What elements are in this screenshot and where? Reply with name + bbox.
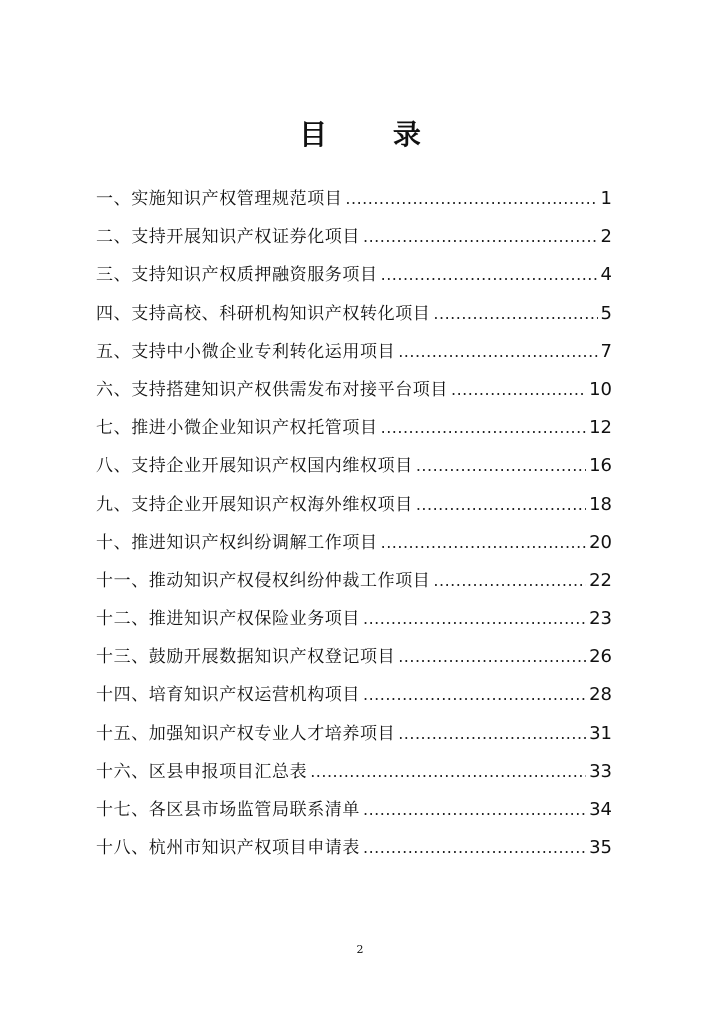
toc-entry-page: 22 [589, 569, 612, 591]
toc-entry-label: 四、支持高校、科研机构知识产权转化项目 [96, 303, 431, 324]
toc-entry-label: 十五、加强知识产权专业人才培养项目 [96, 723, 396, 744]
toc-dot-leader [363, 800, 586, 819]
toc-entry-page: 12 [589, 417, 612, 439]
toc-dot-leader [416, 456, 586, 475]
toc-entry-page: 26 [589, 646, 612, 668]
toc-dot-leader [416, 495, 586, 514]
toc-entry-page: 34 [589, 799, 612, 820]
toc-entry [96, 833, 612, 871]
toc-entry [96, 680, 612, 718]
toc-entry [96, 719, 612, 757]
toc-entry-page: 7 [600, 340, 612, 362]
toc-entry-page: 10 [589, 378, 612, 400]
toc-entry [96, 490, 612, 528]
toc-dot-leader [398, 647, 586, 666]
toc-entry [96, 528, 612, 566]
toc-dot-leader [363, 838, 586, 857]
toc-title: 目 录 [299, 118, 449, 151]
toc-entry-page: 2 [600, 226, 612, 248]
toc-entry [96, 413, 612, 451]
toc-entry-label: 一、实施知识产权管理规范项目 [96, 189, 343, 209]
toc-entry-label: 十八、杭州市知识产权项目申请表 [96, 838, 360, 859]
toc-entry-label: 十六、区县申报项目汇总表 [96, 761, 308, 782]
toc-dot-leader [381, 265, 598, 284]
toc-entry-label: 十、推进知识产权纠纷调解工作项目 [96, 532, 378, 553]
toc-entry-label: 九、支持企业开展知识产权海外维权项目 [96, 494, 413, 515]
toc-entry-page: 1 [600, 188, 612, 209]
toc-entry-label: 二、支持开展知识产权证券化项目 [96, 227, 360, 248]
toc-entry-page: 4 [600, 264, 612, 286]
toc-dot-leader [310, 762, 586, 781]
toc-entry-page: 28 [589, 684, 612, 706]
toc-entry [96, 299, 612, 337]
toc-dot-leader [451, 380, 586, 399]
toc-entry [96, 222, 612, 260]
toc-entry-page: 16 [589, 455, 612, 477]
toc-entry [96, 260, 612, 298]
toc-dot-leader [398, 342, 597, 361]
toc-entry-page: 18 [589, 493, 612, 515]
toc-dot-leader [345, 189, 597, 208]
toc-entry-label: 十三、鼓励开展数据知识产权登记项目 [96, 647, 396, 668]
toc-entry [96, 757, 612, 795]
toc-entry-label: 八、支持企业开展知识产权国内维权项目 [96, 456, 413, 477]
toc-entry-page: 33 [589, 760, 612, 782]
table-of-contents [96, 184, 612, 871]
toc-entry [96, 604, 612, 642]
toc-dot-leader [398, 724, 586, 743]
toc-entry-label: 十四、培育知识产权运营机构项目 [96, 685, 360, 706]
toc-entry-label: 十一、推动知识产权侵权纠纷仲裁工作项目 [96, 570, 431, 591]
toc-dot-leader [381, 418, 586, 437]
toc-dot-leader [363, 685, 586, 704]
page-number: 2 [356, 943, 364, 956]
toc-entry-label: 三、支持知识产权质押融资服务项目 [96, 265, 378, 286]
toc-dot-leader [433, 304, 597, 323]
toc-entry [96, 337, 612, 375]
toc-dot-leader [363, 227, 598, 246]
toc-entry-page: 31 [589, 722, 612, 744]
toc-entry [96, 184, 612, 222]
toc-entry [96, 566, 612, 604]
toc-entry-label: 十七、各区县市场监管局联系清单 [96, 800, 360, 820]
toc-entry-label: 六、支持搭建知识产权供需发布对接平台项目 [96, 379, 448, 400]
toc-entry [96, 795, 612, 833]
toc-dot-leader [433, 571, 586, 590]
toc-entry [96, 642, 612, 680]
toc-entry-label: 五、支持中小微企业专利转化运用项目 [96, 341, 396, 362]
toc-dot-leader [363, 609, 586, 628]
toc-dot-leader [381, 533, 586, 552]
toc-entry-page: 23 [589, 608, 612, 630]
toc-entry-page: 35 [589, 837, 612, 859]
toc-entry-page: 20 [589, 531, 612, 553]
toc-entry [96, 451, 612, 489]
toc-entry-page: 5 [600, 302, 612, 324]
toc-entry-label: 七、推进小微企业知识产权托管项目 [96, 418, 378, 439]
toc-entry-label: 十二、推进知识产权保险业务项目 [96, 609, 360, 630]
toc-entry [96, 375, 612, 413]
